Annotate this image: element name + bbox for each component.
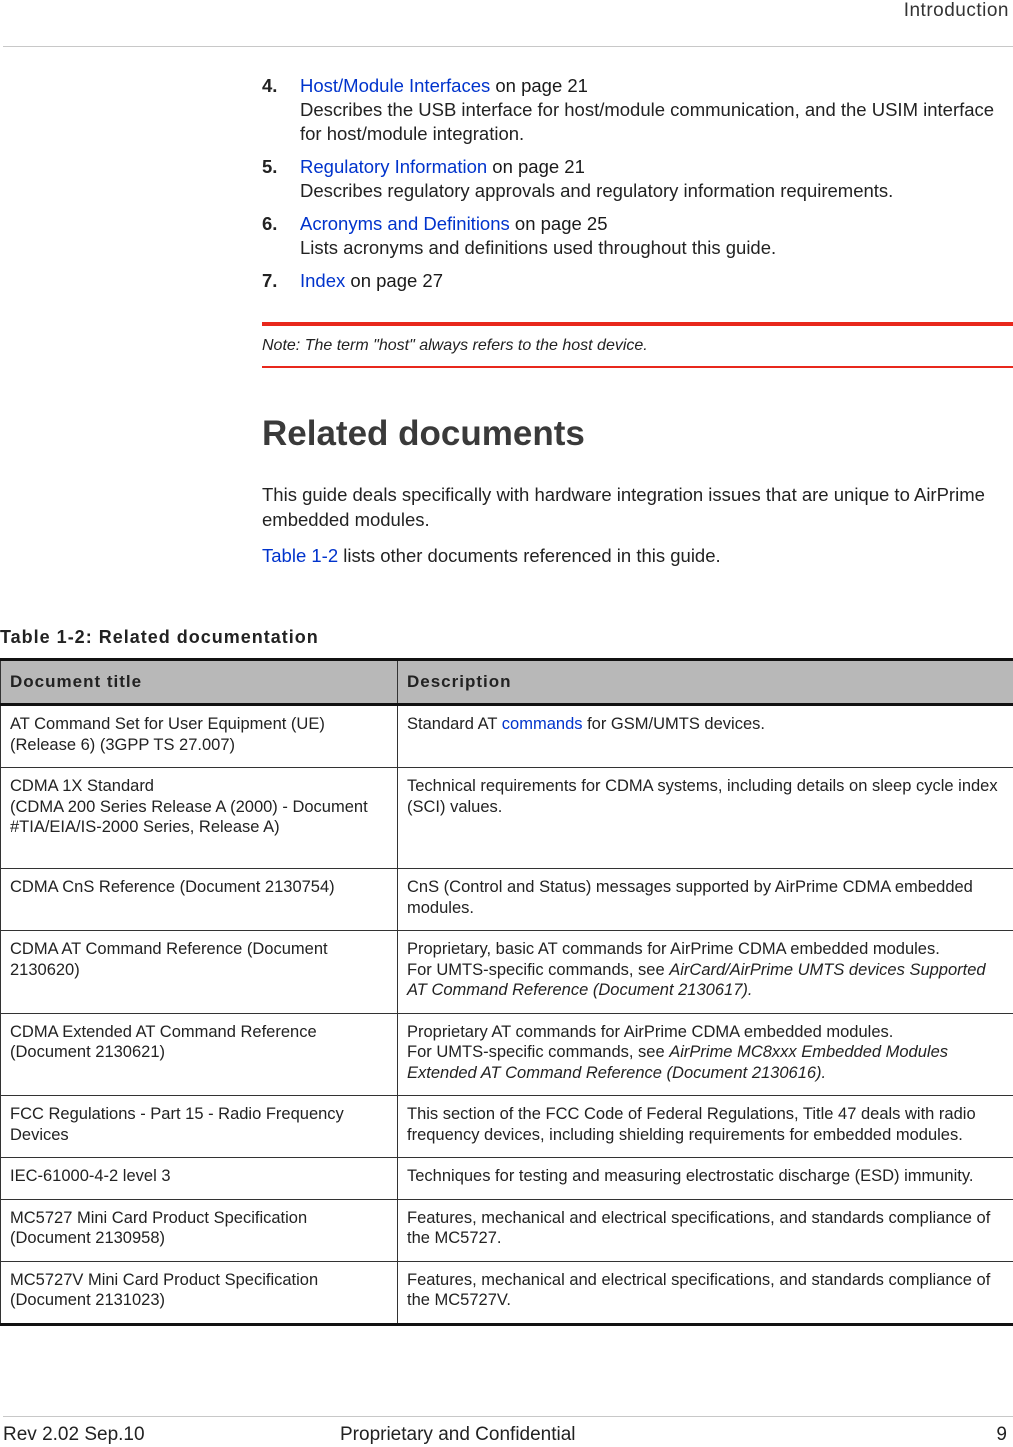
description-cell: [398, 1013, 1013, 1096]
table-row: [1, 931, 1013, 1014]
link-host-module-interfaces[interactable]: Host/Module Interfaces: [300, 75, 491, 96]
table-row: [1, 1013, 1013, 1096]
table-row: [1, 869, 1013, 931]
list-number: 6.: [262, 213, 278, 234]
list-number: 5.: [262, 156, 278, 177]
document-title-cell: [1, 705, 398, 768]
section-heading: Related documents: [262, 414, 585, 453]
note-text: Note: The term "host" always refers to the host device.: [262, 337, 648, 354]
paragraph-text: lists other documents referenced in this guide.: [338, 545, 721, 566]
document-title-cell: CDMA AT Command Reference (Document 2130620): [1, 931, 398, 1014]
table-reference-paragraph: [262, 543, 1007, 568]
page-reference: on page 27: [345, 270, 443, 291]
list-item: [262, 212, 1007, 260]
note-box: [262, 322, 1013, 368]
table-row: [1, 1096, 1013, 1158]
referenced-document-title: AirPrime MC8xxx Embedded Modules Extended AT Command Reference (Document 2130616).: [407, 1043, 949, 1082]
description-cell: Technical requirements for CDMA systems, including details on sleep cycle index (SCI) values.: [398, 768, 1013, 869]
referenced-document-title: AirCard/AirPrime UMTS devices Supported AT Command Reference (Document 2130617).: [407, 960, 986, 999]
page-reference: on page 21: [490, 75, 588, 96]
document-title-cell: CDMA CnS Reference (Document 2130754): [1, 869, 398, 931]
link-index[interactable]: Index: [300, 270, 346, 291]
header-divider: [3, 46, 1013, 47]
description-cell: [398, 705, 1013, 768]
page-reference: on page 25: [509, 213, 608, 234]
document-title: (CDMA 200 Series Release A (2000) - Document #TIA/EIA/IS-2000 Series, Release A): [10, 797, 368, 836]
page-reference: on page 21: [487, 156, 585, 177]
link-regulatory-information[interactable]: Regulatory Information: [300, 156, 488, 177]
page-number: 9: [996, 1424, 1007, 1445]
footer-revision: Rev 2.02 Sep.10: [3, 1424, 145, 1445]
description-text: For UMTS-specific commands, see: [407, 1043, 670, 1061]
document-title-cell: MC5727 Mini Card Product Specification (Document 2130958): [1, 1199, 398, 1261]
link-commands[interactable]: commands: [501, 715, 583, 733]
list-item: [262, 155, 1007, 203]
document-title-cell: MC5727V Mini Card Product Specification (Document 2131023): [1, 1261, 398, 1324]
document-title-cell: FCC Regulations - Part 15 - Radio Frequency Devices: [1, 1096, 398, 1158]
document-title: CDMA 1X Standard: [10, 777, 154, 795]
document-title-cell: CDMA Extended AT Command Reference (Document 2130621): [1, 1013, 398, 1096]
description-cell: This section of the FCC Code of Federal Regulations, Title 47 deals with radio frequency devices, including shielding requirements for embedded modules.: [398, 1096, 1013, 1158]
table-row: [1, 1261, 1013, 1324]
table-caption: Table 1-2: Related documentation: [0, 627, 319, 647]
link-acronyms-and-definitions[interactable]: Acronyms and Definitions: [300, 213, 510, 234]
document-title-cell: IEC-61000-4-2 level 3: [1, 1158, 398, 1200]
document-title: AT Command Set for User Equipment (UE): [10, 715, 325, 733]
description-text: Standard AT: [407, 715, 502, 733]
description-cell: CnS (Control and Status) messages supported by AirPrime CDMA embedded modules.: [398, 869, 1013, 931]
description-text: Proprietary, basic AT commands for AirPrime CDMA embedded modules.: [407, 940, 940, 958]
related-documentation-table: [0, 658, 1013, 1326]
table-row: [1, 705, 1013, 768]
list-description: Describes the USB interface for host/module communication, and the USIM interface for host/module integration.: [300, 99, 995, 144]
description-cell: [398, 931, 1013, 1014]
list-description: Lists acronyms and definitions used throughout this guide.: [300, 237, 777, 258]
document-title: (Release 6) (3GPP TS 27.007): [10, 735, 236, 754]
footer-divider: [3, 1416, 1013, 1417]
table-header-row: [1, 660, 1013, 705]
description-text: For UMTS-specific commands, see: [407, 960, 670, 979]
description-text: for GSM/UMTS devices.: [582, 715, 765, 733]
column-header-document-title: Document title: [1, 660, 398, 705]
table-row: [1, 768, 1013, 869]
document-title-cell: [1, 768, 398, 869]
footer-confidentiality: Proprietary and Confidential: [340, 1424, 576, 1445]
running-header: Introduction: [903, 0, 1009, 21]
list-description: Describes regulatory approvals and regulatory information requirements.: [300, 180, 894, 201]
list-number: 7.: [262, 270, 278, 291]
column-header-description: Description: [398, 660, 1013, 705]
link-table-1-2[interactable]: Table 1-2: [262, 545, 339, 566]
list-item: [262, 74, 1007, 146]
table-row: [1, 1158, 1013, 1200]
description-cell: Features, mechanical and electrical specifications, and standards compliance of the MC5727V.: [398, 1261, 1013, 1324]
description-text: Proprietary AT commands for AirPrime CDMA embedded modules.: [407, 1022, 894, 1041]
description-cell: Techniques for testing and measuring electrostatic discharge (ESD) immunity.: [398, 1158, 1013, 1200]
table-row: [1, 1199, 1013, 1261]
chapter-list: [262, 74, 1007, 302]
list-number: 4.: [262, 75, 278, 96]
description-cell: Features, mechanical and electrical specifications, and standards compliance of the MC5727.: [398, 1199, 1013, 1261]
list-item: [262, 269, 1007, 293]
intro-paragraph: This guide deals specifically with hardware integration issues that are unique to AirPrime embedded modules.: [262, 484, 985, 530]
